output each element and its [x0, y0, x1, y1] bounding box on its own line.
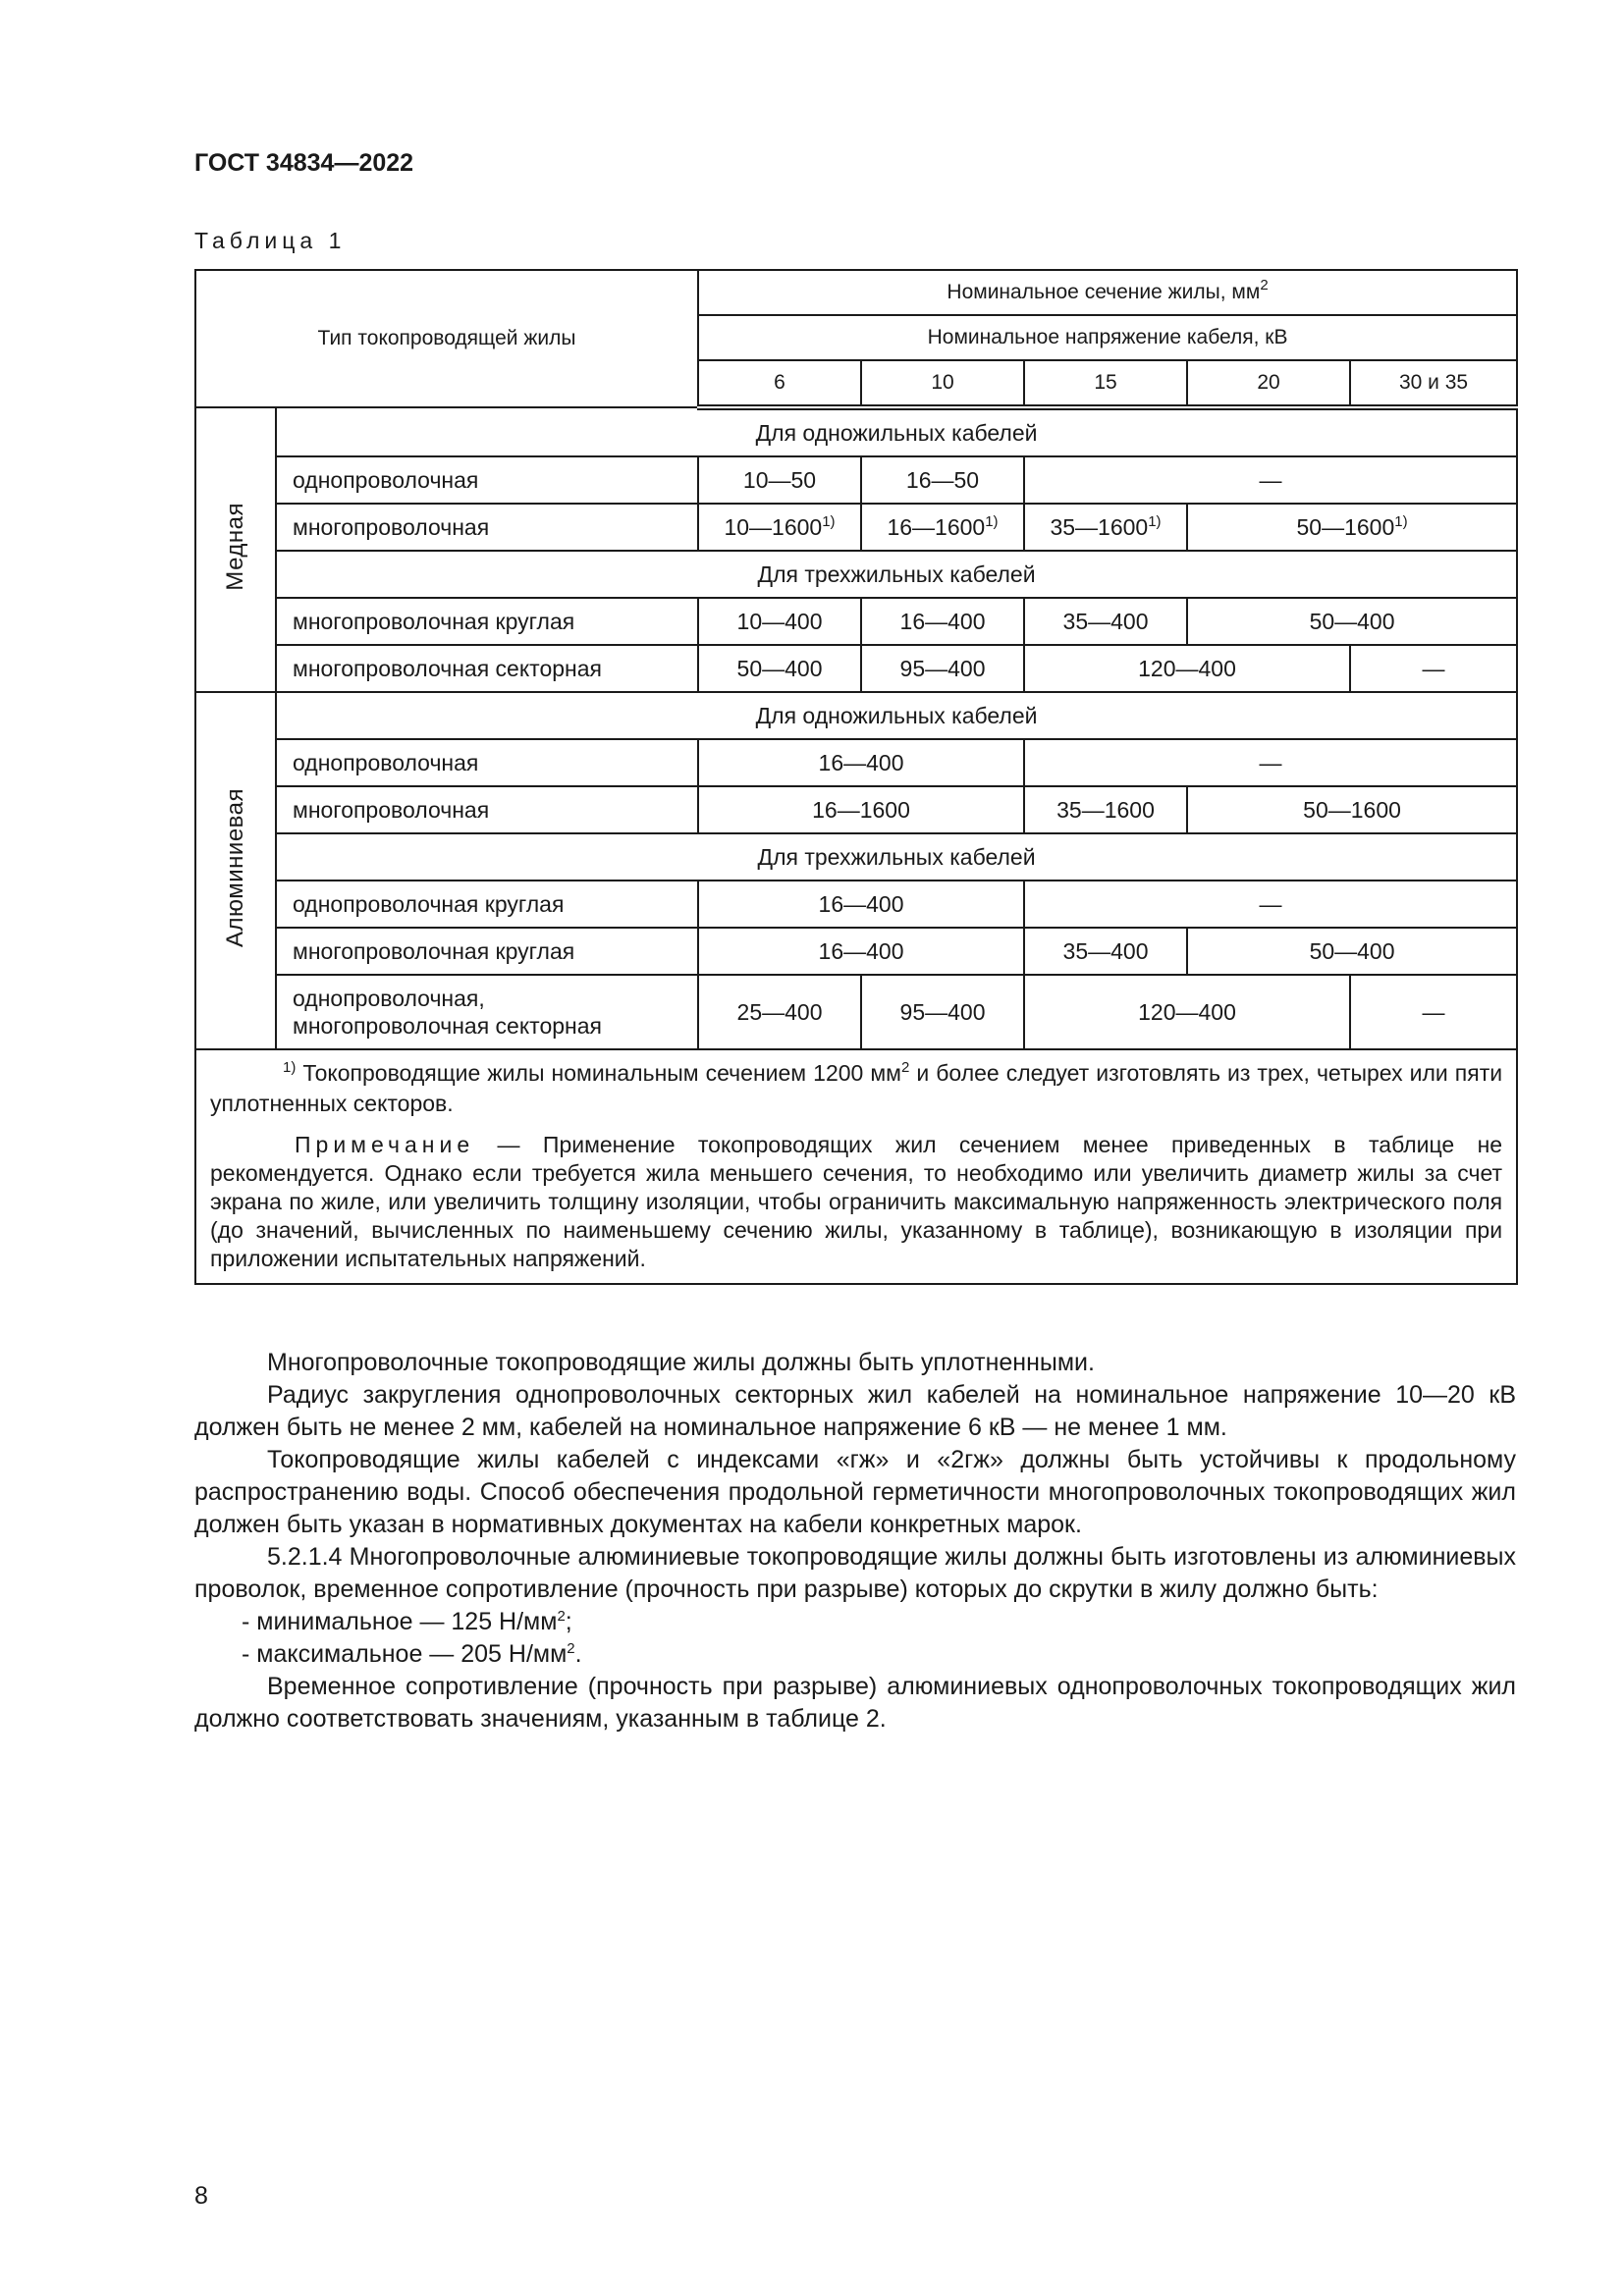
row-type: многопроволочная	[276, 786, 698, 833]
footnote-mark: 1)	[1394, 513, 1408, 530]
footnote-sup: 2	[900, 1059, 910, 1076]
body-text	[194, 1347, 1516, 1735]
voltage-10: 10	[861, 360, 1024, 407]
list-item-text: - максимальное — 205 Н/мм	[242, 1640, 568, 1668]
group-copper	[195, 407, 276, 692]
group-copper-label: Медная	[222, 503, 248, 591]
cell-value-text: 16—1600	[887, 514, 986, 540]
cell-value-text: 10—1600	[724, 514, 823, 540]
subheader-three-core: Для трехжильных кабелей	[276, 551, 1517, 598]
paragraph: Радиус закругления однопроволочных секторных жил кабелей на номинальное напряжение 10—20 кВ должен быть не менее 2 мм, кабелей на номинальное напряжение 6 кВ — не менее 1 мм.	[194, 1381, 1516, 1441]
cell-value: 35—400	[1024, 928, 1187, 975]
header-nominal-section	[698, 270, 1517, 315]
row-type: многопроволочная	[276, 504, 698, 551]
list-item	[194, 1638, 1516, 1671]
subheader-three-core: Для трехжильных кабелей	[276, 833, 1517, 881]
row-type: многопроволочная секторная	[276, 645, 698, 692]
cell-value	[1187, 504, 1517, 551]
subheader-single-core: Для одножильных кабелей	[276, 407, 1517, 456]
list-item	[194, 1606, 1516, 1638]
footnote-mark: 1)	[985, 513, 999, 530]
cell-value: 50—400	[1187, 598, 1517, 645]
note-text: — Применение токопроводящих жил сечением менее приведенных в таблице не рекомендуется. Однако если требуется жила меньшего сечения, то необходимо или увеличить диаметр жилы за счет экрана по жиле, или увеличить толщину изоляции, чтобы ограничить максимальную напряженность электрического поля (до значений, вычисленных по наименьшему сечению жилы, указанному в таблице), возникающую в изоляции при приложении испытательных напряжений.	[210, 1132, 1503, 1271]
row-type: многопроволочная круглая	[276, 928, 698, 975]
cell-value: 95—400	[861, 645, 1024, 692]
table-row	[195, 928, 1517, 975]
cell-value: 10—50	[698, 456, 861, 504]
row-type: однопроволочная	[276, 739, 698, 786]
header-conductor-type: Тип токопроводящей жилы	[195, 270, 698, 407]
conductor-section-table	[194, 269, 1518, 1285]
paragraph: 5.2.1.4 Многопроволочные алюминиевые токопроводящие жилы должны быть изготовлены из алюминиевых проволок, временное сопротивление (прочность при разрыве) которых до скрутки в жилу должно быть:	[194, 1543, 1516, 1603]
row-type: однопроволочная круглая	[276, 881, 698, 928]
row-type-line1: однопроволочная,	[293, 986, 485, 1011]
row-type: многопроволочная круглая	[276, 598, 698, 645]
cell-value: 16—1600	[698, 786, 1024, 833]
list-item-sup: 2	[557, 1608, 566, 1625]
table-caption: Таблица 1	[194, 228, 347, 253]
group-aluminum	[195, 692, 276, 1049]
cell-value: 35—1600	[1024, 786, 1187, 833]
table-footnote	[210, 1058, 1502, 1119]
cell-value: 50—1600	[1187, 786, 1517, 833]
cell-value: 35—400	[1024, 598, 1187, 645]
row-type-line2: многопроволочная секторная	[293, 1013, 602, 1039]
voltage-6: 6	[698, 360, 861, 407]
cell-value: 16—50	[861, 456, 1024, 504]
header-nominal-section-text: Номинальное сечение жилы, мм	[947, 281, 1261, 303]
cell-value: 16—400	[698, 881, 1024, 928]
cell-value: 120—400	[1024, 975, 1350, 1049]
cell-value: 16—400	[698, 928, 1024, 975]
header-section-unit-sup: 2	[1260, 277, 1269, 294]
voltage-15: 15	[1024, 360, 1187, 407]
footnote-text-b: и более следует изготовлять из трех, четырех или пяти уплотненных секторов.	[210, 1060, 1503, 1116]
cell-value-text: 50—1600	[1296, 514, 1395, 540]
list-item-end: .	[574, 1640, 582, 1668]
cell-value: —	[1350, 975, 1517, 1049]
page-number: 8	[194, 2182, 208, 2210]
footnote-text-a: Токопроводящие жилы номинальным сечением 1200 мм	[296, 1060, 901, 1086]
list-item-end: ;	[565, 1608, 572, 1635]
cell-value: 25—400	[698, 975, 861, 1049]
row-type: однопроволочная	[276, 456, 698, 504]
cell-value: 50—400	[698, 645, 861, 692]
cell-value: 50—400	[1187, 928, 1517, 975]
cell-value-text: 35—1600	[1050, 514, 1149, 540]
cell-value: —	[1024, 881, 1517, 928]
table-note	[210, 1131, 1502, 1273]
paragraph: Временное сопротивление (прочность при разрыве) алюминиевых однопроволочных токопроводящих жил должно соответствовать значениям, указанным в таблице 2.	[194, 1673, 1516, 1733]
cell-value	[861, 504, 1024, 551]
paragraph: Многопроволочные токопроводящие жилы должны быть уплотненными.	[267, 1349, 1095, 1376]
subheader-single-core: Для одножильных кабелей	[276, 692, 1517, 739]
table-row	[195, 598, 1517, 645]
footnote-mark: 1)	[1148, 513, 1162, 530]
table-row	[195, 739, 1517, 786]
header-nominal-voltage: Номинальное напряжение кабеля, кВ	[698, 315, 1517, 360]
footnote-mark: 1)	[822, 513, 836, 530]
cell-value: 16—400	[861, 598, 1024, 645]
cell-value: 16—400	[698, 739, 1024, 786]
footnote-mark: 1)	[283, 1059, 297, 1076]
group-aluminum-label: Алюминиевая	[222, 788, 248, 947]
table-notes	[195, 1049, 1517, 1284]
cell-value: —	[1350, 645, 1517, 692]
table-row	[195, 975, 1517, 1049]
cell-value: 95—400	[861, 975, 1024, 1049]
table-row	[195, 786, 1517, 833]
cell-value: 10—400	[698, 598, 861, 645]
document-header: ГОСТ 34834—2022	[194, 149, 414, 177]
list-item-text: - минимальное — 125 Н/мм	[242, 1608, 558, 1635]
voltage-30-35: 30 и 35	[1350, 360, 1517, 407]
cell-value	[698, 504, 861, 551]
note-label: Примечание	[295, 1132, 475, 1157]
cell-value: 120—400	[1024, 645, 1350, 692]
voltage-20: 20	[1187, 360, 1350, 407]
cell-value: —	[1024, 456, 1517, 504]
cell-value	[1024, 504, 1187, 551]
paragraph: Токопроводящие жилы кабелей с индексами «гж» и «2гж» должны быть устойчивы к продольному распространению воды. Способ обеспечения продольной герметичности многопроволочных токопроводящих жил должен быть указан в нормативных документах на кабели конкретных марок.	[194, 1446, 1516, 1538]
list-item-sup: 2	[567, 1640, 575, 1657]
table-row	[195, 645, 1517, 692]
table-row	[195, 456, 1517, 504]
table-row	[195, 881, 1517, 928]
row-type	[276, 975, 698, 1049]
table-row	[195, 504, 1517, 551]
cell-value: —	[1024, 739, 1517, 786]
